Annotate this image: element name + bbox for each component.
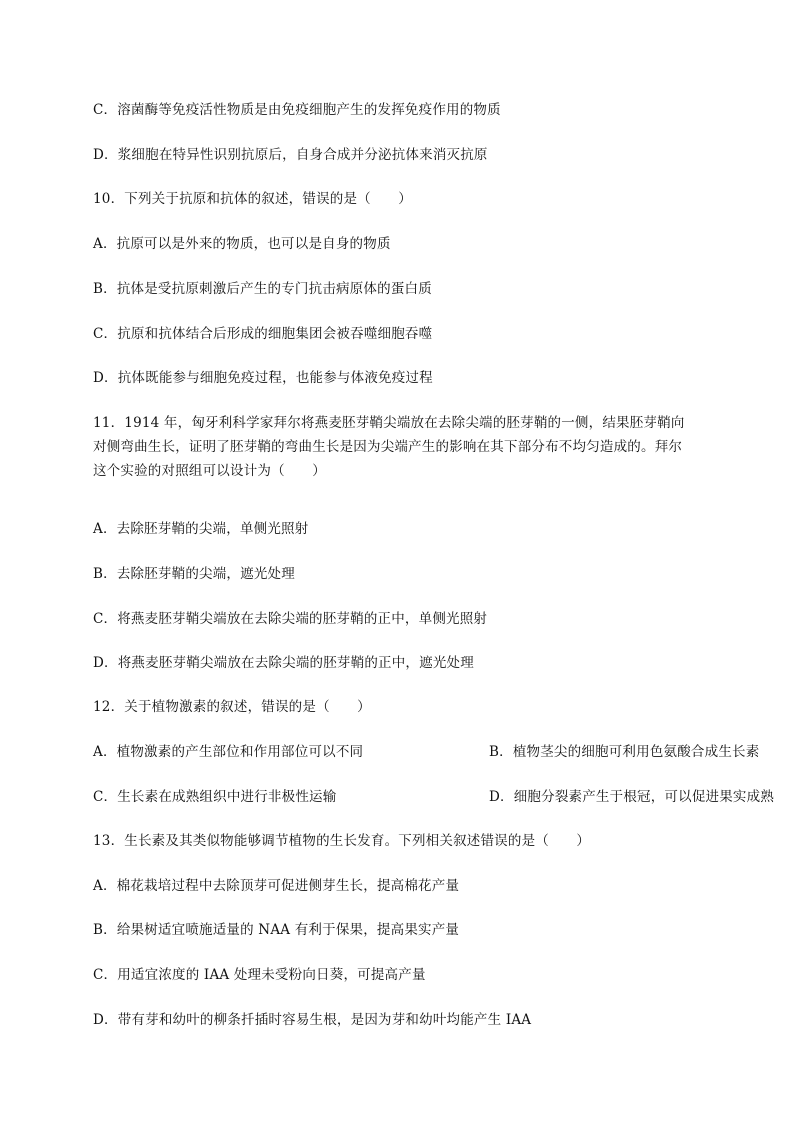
q13-stem: 13．生长素及其类似物能够调节植物的生长发育。下列相关叙述错误的是（ ） <box>93 833 591 849</box>
q9-option-c: C．溶菌酶等免疫活性物质是由免疫细胞产生的发挥免疫作用的物质 <box>93 102 501 118</box>
q10-option-b: B．抗体是受抗原刺激后产生的专门抗击病原体的蛋白质 <box>93 281 432 297</box>
q11-stem: 11．1914 年，匈牙利科学家拜尔将燕麦胚芽鞘尖端放在去除尖端的胚芽鞘的一侧，结果胚芽鞘向对侧弯曲生长，证明了胚芽鞘的弯曲生长是因为尖端产生的影响在其下部分布不均匀造成的。拜尔这个实验的对照组可以设计为（ ） <box>93 415 685 479</box>
q12-stem: 12．关于植物激素的叙述，错误的是（ ） <box>93 699 371 715</box>
q11-option-a: A．去除胚芽鞘的尖端，单侧光照射 <box>93 521 309 537</box>
q10-option-a: A．抗原可以是外来的物质，也可以是自身的物质 <box>93 236 391 252</box>
q11-option-c: C．将燕麦胚芽鞘尖端放在去除尖端的胚芽鞘的正中，单侧光照射 <box>93 611 488 627</box>
q12-options-row-1 <box>93 742 760 762</box>
q10-stem: 10．下列关于抗原和抗体的叙述，错误的是（ ） <box>93 191 412 207</box>
q13-option-b: B．给果树适宜喷施适量的 NAA 有利于保果，提高果实产量 <box>93 922 460 938</box>
q13-option-a: A．棉花栽培过程中去除顶芽可促进侧芽生长，提高棉花产量 <box>93 878 460 894</box>
q12-option-d: D．细胞分裂素产生于根冠，可以促进果实成熟 <box>489 789 775 805</box>
q12-option-c: C．生长素在成熟组织中进行非极性运输 <box>93 789 337 805</box>
q12-options-row-2 <box>93 787 775 807</box>
q11-option-b: B．去除胚芽鞘的尖端，遮光处理 <box>93 566 295 582</box>
q10-option-d: D．抗体既能参与细胞免疫过程，也能参与体液免疫过程 <box>93 370 433 386</box>
q12-option-a: A．植物激素的产生部位和作用部位可以不同 <box>93 744 364 760</box>
q13-option-d: D．带有芽和幼叶的柳条扦插时容易生根，是因为芽和幼叶均能产生 IAA <box>93 1012 532 1028</box>
q13-option-c: C．用适宜浓度的 IAA 处理未受粉向日葵，可提高产量 <box>93 967 426 983</box>
q11-option-d: D．将燕麦胚芽鞘尖端放在去除尖端的胚芽鞘的正中，遮光处理 <box>93 655 474 671</box>
q9-option-d: D．浆细胞在特异性识别抗原后，自身合成并分泌抗体来消灭抗原 <box>93 147 488 163</box>
q10-option-c: C．抗原和抗体结合后形成的细胞集团会被吞噬细胞吞噬 <box>93 326 433 342</box>
q12-option-b: B．植物茎尖的细胞可利用色氨酸合成生长素 <box>489 744 760 760</box>
